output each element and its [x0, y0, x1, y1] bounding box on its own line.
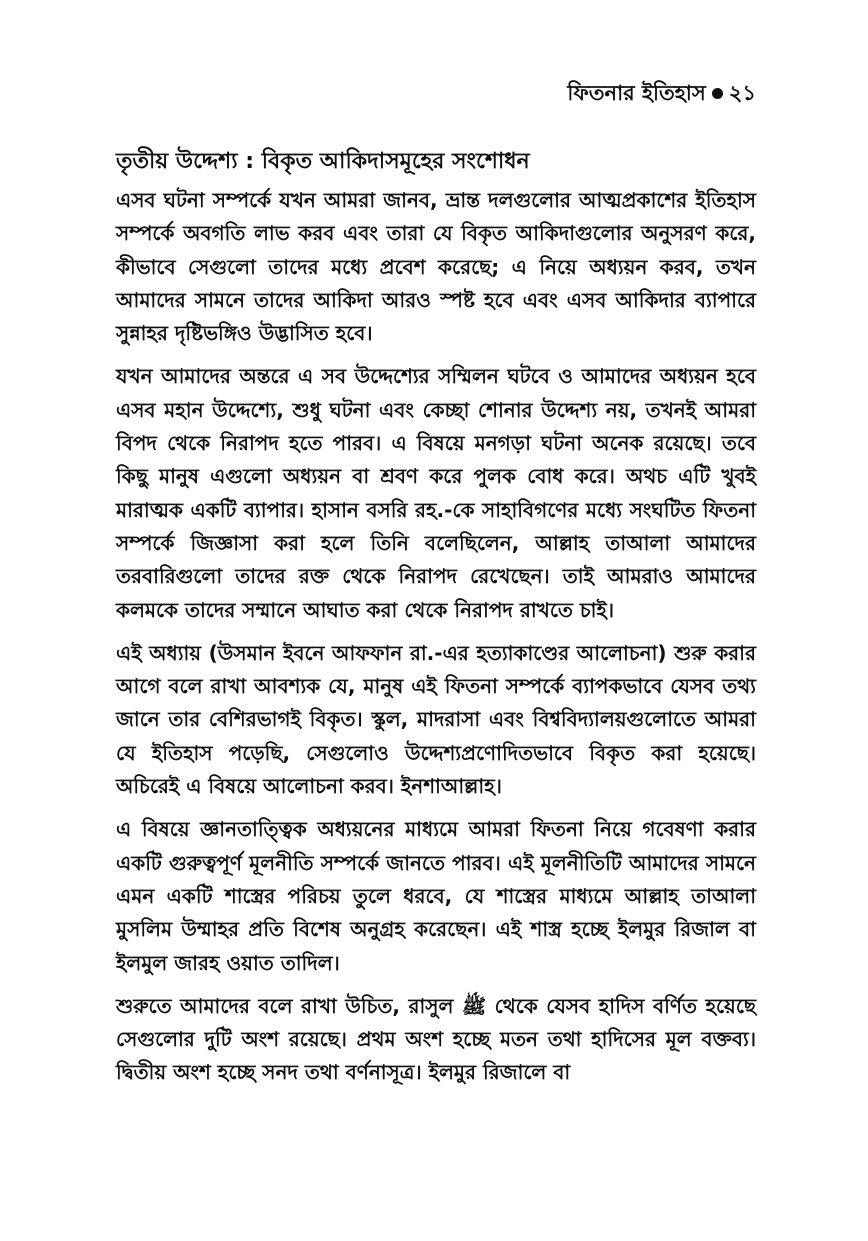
page-number: ২১: [728, 81, 756, 105]
paragraph: শুরুতে আমাদের বলে রাখা উচিত, রাসুল ﷺ থেকে যেসব হাদিস বর্ণিত হয়েছে সেগুলোর দুটি অংশ রয়েছে। প্রথম অংশ হচ্ছে মতন তথা হাদিসের মূল বক্তব্য। দ্বিতীয় অংশ হচ্ছে সনদ তথা বর্ণনাসূত্র। ইলমুর রিজালে বা: [116, 993, 756, 1085]
paragraph: এসব ঘটনা সম্পর্কে যখন আমরা জানব, ভ্রান্ত দলগুলোর আত্মপ্রকাশের ইতিহাস সম্পর্কে অবগতি লাভ করব এবং তারা যে বিকৃত আকিদাগুলোর অনুসরণ করে, কীভাবে সেগুলো তাদের মধ্যে প্রবেশ করেছে; এ নিয়ে অধ্যয়ন করব, তখন আমাদের সামনে তাদের আকিদা আরও স্পষ্ট হবে এবং এসব আকিদার ব্যাপারে সুন্নাহর দৃষ্টিভঙ্গিও উদ্ভাসিত হবে।: [116, 188, 756, 346]
book-title: ফিতনার ইতিহাস: [567, 81, 706, 105]
paragraph: এ বিষয়ে জ্ঞানতাত্ত্বিক অধ্যয়নের মাধ্যমে আমরা ফিতনা নিয়ে গবেষণা করার একটি গুরুত্বপূর্ণ মূলনীতি সম্পর্কে জানতে পারব। এই মূলনীতিটি আমাদের সামনে এমন একটি শাস্ত্রের পরিচয় তুলে ধরবে, যে শাস্ত্রের মাধ্যমে আল্লাহ তাআলা মুসলিম উম্মাহর প্রতি বিশেষ অনুগ্রহ করেছেন। এই শাস্ত্র হচ্ছে ইলমুর রিজাল বা ইলমুল জারহ ওয়াত তাদিল।: [116, 817, 756, 975]
paragraph: এই অধ্যায় (উসমান ইবনে আফফান রা.-এর হত্যাকাণ্ডের আলোচনা) শুরু করার আগে বলে রাখা আবশ্যক যে, মানুষ এই ফিতনা সম্পর্কে ব্যাপকভাবে যেসব তথ্য জানে তার বেশিরভাগই বিকৃত। স্কুল, মাদরাসা এবং বিশ্ববিদ্যালয়গুলোতে আমরা যে ইতিহাস পড়েছি, সেগুলোও উদ্দেশ্যপ্রণোদিতভাবে বিকৃত করা হয়েছে। অচিরেই এ বিষয়ে আলোচনা করব। ইনশাআল্লাহ।: [116, 640, 756, 799]
running-header: [116, 78, 756, 108]
book-page: [116, 78, 756, 1090]
paragraph: যখন আমাদের অন্তরে এ সব উদ্দেশ্যের সম্মিলন ঘটবে ও আমাদের অধ্যয়ন হবে এসব মহান উদ্দেশ্যে, শুধু ঘটনা এবং কেচ্ছা শোনার উদ্দেশ্য নয়, তখনই আমরা বিপদ থেকে নিরাপদ হতে পারব। এ বিষয়ে মনগড়া ঘটনা অনেক রয়েছে। তবে কিছু মানুষ এগুলো অধ্যয়ন বা শ্রবণ করে পুলক বোধ করে। অথচ এটি খুবই মারাত্মক একটি ব্যাপার। হাসান বসরি রহ.-কে সাহাবিগণের মধ্যে সংঘটিত ফিতনা সম্পর্কে জিজ্ঞাসা করা হলে তিনি বলেছিলেন, আল্লাহ তাআলা আমাদের তরবারিগুলো তাদের রক্ত থেকে নিরাপদ রেখেছেন। তাই আমরাও আমাদের কলমকে তাদের সম্মানে আঘাত করা থেকে নিরাপদ রাখতে চাই।: [116, 364, 756, 622]
section-heading: তৃতীয় উদ্দেশ্য : বিকৃত আকিদাসমূহের সংশোধন: [116, 149, 530, 174]
bullet-separator-icon: [712, 88, 723, 99]
